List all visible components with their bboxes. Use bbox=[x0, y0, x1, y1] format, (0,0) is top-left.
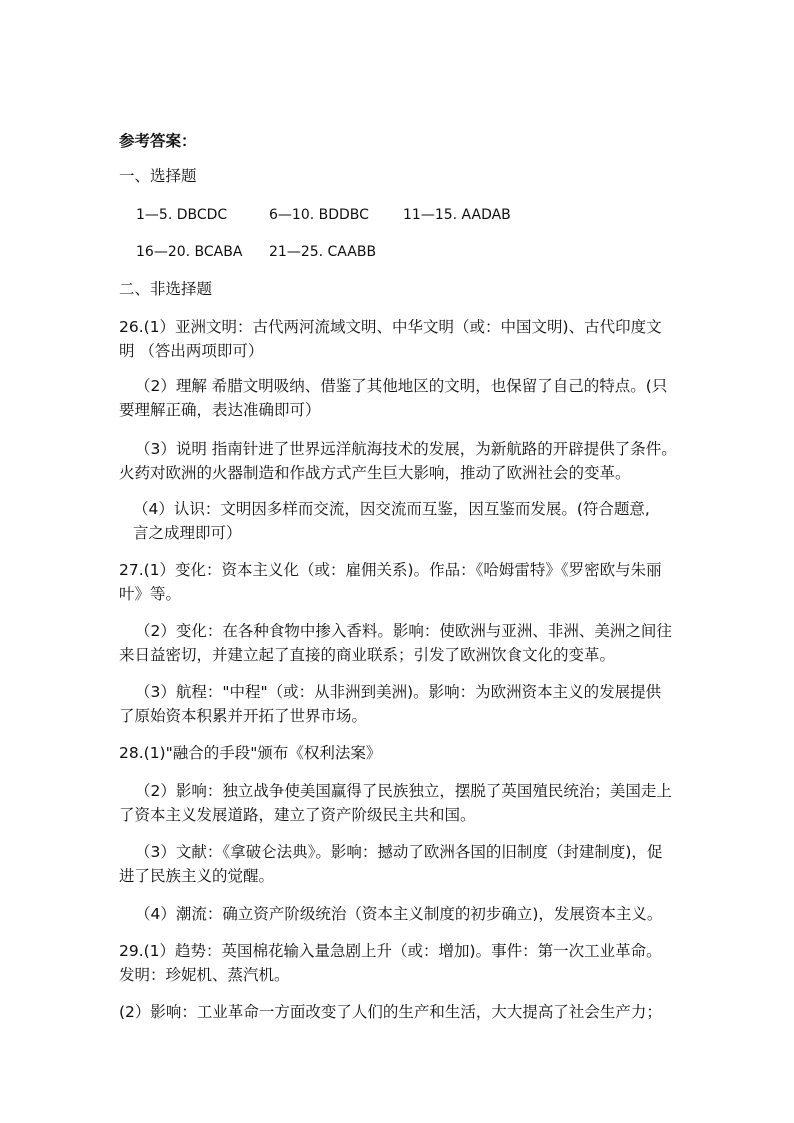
answer-line: （2）影响：独立战争使美国赢得了民族独立，摆脱了英国殖民统治；美国走上 bbox=[135, 782, 672, 800]
answer-line: （2）理解 希腊文明吸纳、借鉴了其他地区的文明，也保留了自己的特点。(只 bbox=[135, 377, 668, 395]
choice-answers-row-2 bbox=[136, 242, 376, 262]
answer-line: 了资本主义发展道路，建立了资产阶级民主共和国。 bbox=[119, 806, 476, 824]
answer-line: （3）航程："中程"（或：从非洲到美洲)。影响：为欧洲资本主义的发展提供 bbox=[135, 683, 662, 701]
answer-line: （2）变化：在各种食物中掺入香料。影响：使欧洲与亚洲、非洲、美洲之间往 bbox=[135, 622, 672, 640]
choice-answer: 21—25. CAABB bbox=[269, 244, 377, 260]
section-heading-choice: 一、选择题 bbox=[119, 167, 197, 185]
answer-line: 28.(1)"融合的手段"颁布《权利法案》 bbox=[119, 744, 382, 762]
answer-line: 进了民族主义的觉醒。 bbox=[119, 867, 275, 885]
choice-answers-row-1 bbox=[136, 205, 511, 225]
answer-line: （3）文献：《拿破仑法典》。影响：撼动了欧洲各国的旧制度（封建制度)，促 bbox=[135, 843, 663, 861]
answer-line: 26.(1）亚洲文明：古代两河流域文明、中华文明（或：中国文明)、古代印度文 bbox=[119, 318, 662, 336]
choice-answer: 6—10. BDDBC bbox=[269, 207, 369, 223]
answer-line: (2）影响：工业革命一方面改变了人们的生产和生活，大大提高了社会生产力； bbox=[119, 1003, 662, 1021]
answer-line: 来日益密切，并建立起了直接的商业联系；引发了欧洲饮食文化的变革。 bbox=[119, 646, 616, 664]
answer-line: 了原始资本积累并开拓了世界市场。 bbox=[119, 707, 368, 725]
section-heading-nonchoice: 二、非选择题 bbox=[119, 280, 213, 298]
choice-answer: 11—15. AADAB bbox=[403, 207, 511, 223]
answer-line: 要理解正确，表达准确即可） bbox=[119, 401, 321, 419]
answer-line: 火药对欧洲的火器制造和作战方式产生巨大影响，推动了欧洲社会的变革。 bbox=[119, 464, 631, 482]
answer-line: （4）认识：文明因多样而交流，因交流而互鉴，因互鉴而发展。(符合题意, bbox=[133, 500, 650, 518]
answer-line: 明 （答出两项即可） bbox=[119, 342, 264, 360]
choice-answer: 16—20. BCABA bbox=[136, 244, 243, 260]
answer-line: 27.(1）变化：资本主义化（或：雇佣关系)。作品：《哈姆雷特》《罗密欧与朱丽 bbox=[119, 561, 662, 579]
answer-line: 言之成理即可） bbox=[133, 524, 242, 542]
answer-line: 叶》等。 bbox=[119, 585, 182, 603]
answer-line: 发明：珍妮机、蒸汽机。 bbox=[119, 966, 290, 984]
answer-line: （4）潮流：确立资产阶级统治（资本主义制度的初步确立)，发展资本主义。 bbox=[135, 905, 663, 923]
answer-line: 29.(1）趋势：英国棉花输入量急剧上升（或：增加)。事件：第一次工业革命。 bbox=[119, 942, 662, 960]
choice-answer: 1—5. DBCDC bbox=[136, 207, 228, 223]
answer-line: （3）说明 指南针进了世界远洋航海技术的发展，为新航路的开辟提供了条件。 bbox=[135, 440, 677, 458]
document-title: 参考答案： bbox=[119, 132, 197, 150]
